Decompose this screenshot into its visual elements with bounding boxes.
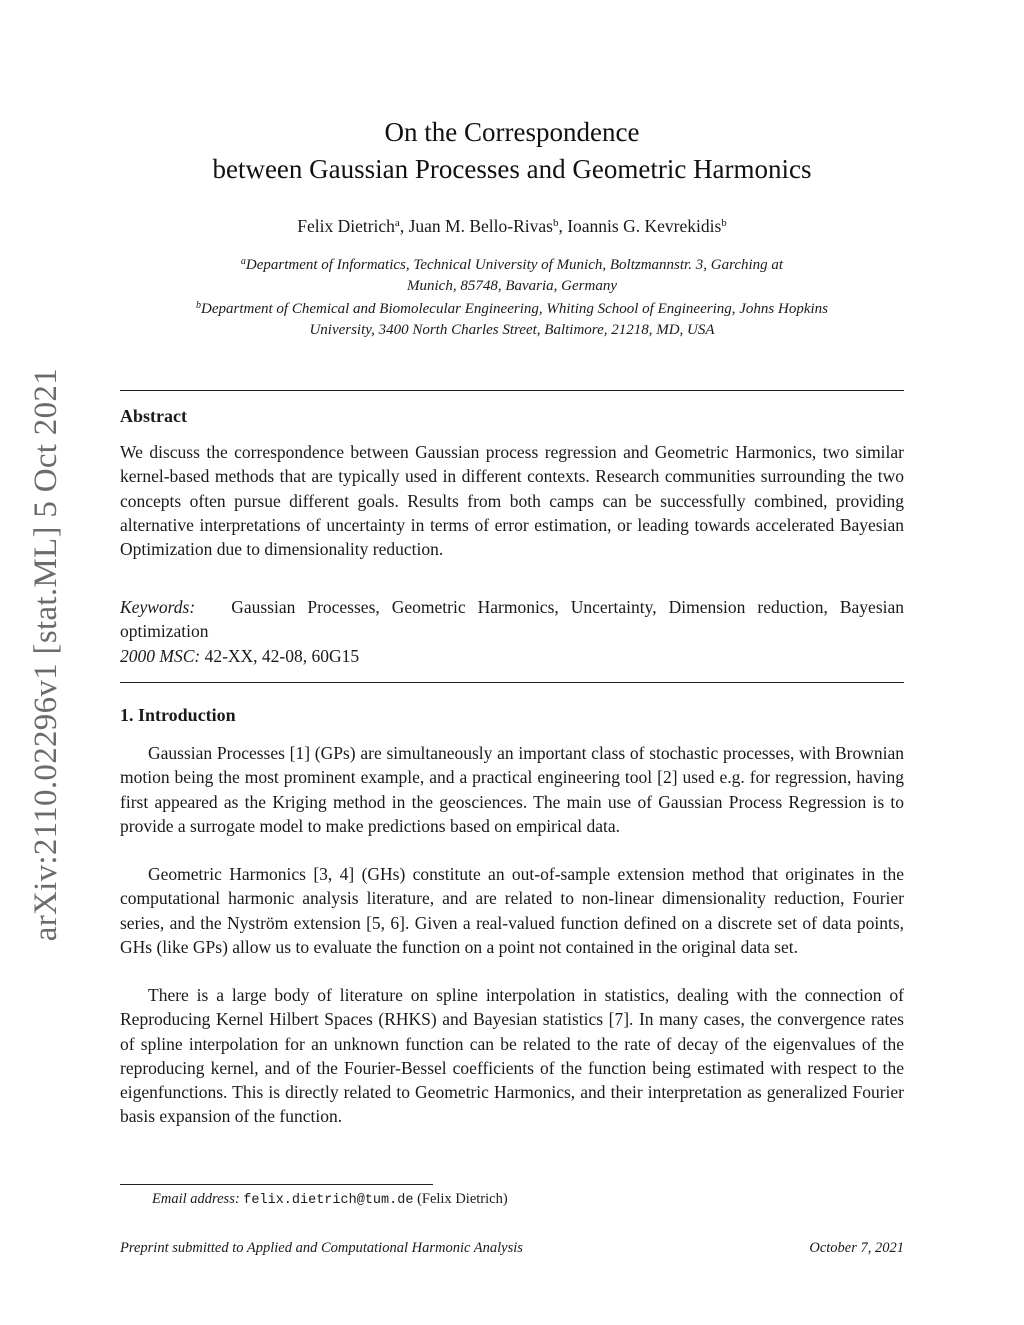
- affiliation-line: University, 3400 North Charles Street, Baltimore, 21218, MD, USA: [309, 321, 715, 338]
- email-owner: (Felix Dietrich): [417, 1191, 508, 1207]
- author-list: Felix Dietrich$^a$, Juan M. Bello-Rivas$^b$, Ioannis G. Kevrekidis$^b$: [297, 216, 727, 236]
- intro-paragraph-3: There is a large body of literature on spline interpolation in statistics, dealing with the connection of Reproducing Kernel Hilbert Spaces (RHKS) and Bayesian statistics [7]. In many cases, the convergence rates of spline interpolation for an unknown function can be related to the rate of decay of the eigenvalues of the reproducing kernel, and of the Fourier-Bessel coefficients of the function being estimated with respect to the eigenfunctions. This is directly related to Geometric Harmonics, and their interpretation as generalized Fourier basis expansion of the function.: [120, 985, 904, 1127]
- affiliation-a: [120, 252, 904, 276]
- keywords: [120, 595, 904, 644]
- keywords-text: Gaussian Processes, Geometric Harmonics, Uncertainty, Dimension reduction, Bayesian optimization: [120, 597, 905, 642]
- author-affiliation-mark: a: [394, 217, 400, 229]
- abstract-bottom-rule: [120, 682, 904, 683]
- intro-paragraph-1: Gaussian Processes [1] (GPs) are simultaneously an important class of stochastic processes, with Brownian motion being the most prominent example, and a practical engineering tool [2] used e.g. for regression, having first appeared as the Kriging method in the geosciences. The main use of Gaussian Process Regression is to provide a surrogate model to make predictions based on empirical data.: [120, 743, 904, 836]
- affiliations: [120, 252, 904, 340]
- affiliation-b: [120, 296, 904, 320]
- footnote-rule: [120, 1184, 433, 1185]
- author-name: Ioannis G. Kevrekidis: [567, 216, 722, 236]
- paper-title: [120, 114, 904, 188]
- affiliation-mark: a: [240, 256, 246, 267]
- author-name: Juan M. Bello-Rivas: [408, 216, 553, 236]
- section-heading: 1. Introduction: [120, 705, 236, 725]
- email-link[interactable]: felix.dietrich@tum.de: [243, 1193, 414, 1208]
- intro-paragraph-2: Geometric Harmonics [3, 4] (GHs) constitute an out-of-sample extension method that originates in the computational harmonic analysis literature, and are related to non-linear dimensionality reduction, Fourier series, and the Nyström extension [5, 6]. Given a real-valued function defined on a discrete set of data points, GHs (like GPs) allow us to evaluate the function on a point not contained in the original data set.: [120, 864, 904, 957]
- preprint-date: October 7, 2021: [809, 1240, 904, 1256]
- abstract-heading: Abstract: [120, 406, 187, 426]
- arxiv-identifier-text: arXiv:2110.02296v1 [stat.ML] 5 Oct 2021: [27, 368, 64, 942]
- email-label: Email address:: [152, 1191, 240, 1207]
- footnote: [152, 1189, 508, 1211]
- msc-text: 42-XX, 42-08, 60G15: [204, 646, 360, 666]
- author-name: Felix Dietrich: [297, 216, 395, 236]
- msc-label: 2000 MSC:: [120, 646, 201, 666]
- arxiv-identifier: [26, 360, 66, 950]
- title-line-2: between Gaussian Processes and Geometric Harmonics: [212, 154, 812, 184]
- affiliation-line: Department of Chemical and Biomolecular Engineering, Whiting School of Engineering, Johns Hopkins: [201, 301, 828, 317]
- abstract-text: We discuss the correspondence between Gaussian process regression and Geometric Harmonics, two similar kernel-based methods that are typically used in different contexts. Research communities surrounding the two concepts often pursue different goals. Results from both camps can be successfully combined, providing alternative interpretations of uncertainty in terms of error estimation, or leading towards accelerated Bayesian Optimization due to dimensionality reduction.: [120, 442, 904, 560]
- affiliation-line: Munich, 85748, Bavaria, Germany: [407, 277, 617, 294]
- abstract-top-rule: [120, 390, 904, 391]
- affiliation-line: Department of Informatics, Technical University of Munich, Boltzmannstr. 3, Garching at: [245, 257, 784, 273]
- msc-codes: [120, 644, 904, 668]
- keywords-label: Keywords:: [120, 597, 196, 617]
- preprint-note: Preprint submitted to Applied and Computational Harmonic Analysis: [120, 1240, 523, 1256]
- title-line-1: On the Correspondence: [384, 117, 640, 147]
- author-affiliation-mark: b: [721, 217, 727, 229]
- affiliation-mark: b: [196, 300, 201, 311]
- author-affiliation-mark: b: [552, 217, 559, 229]
